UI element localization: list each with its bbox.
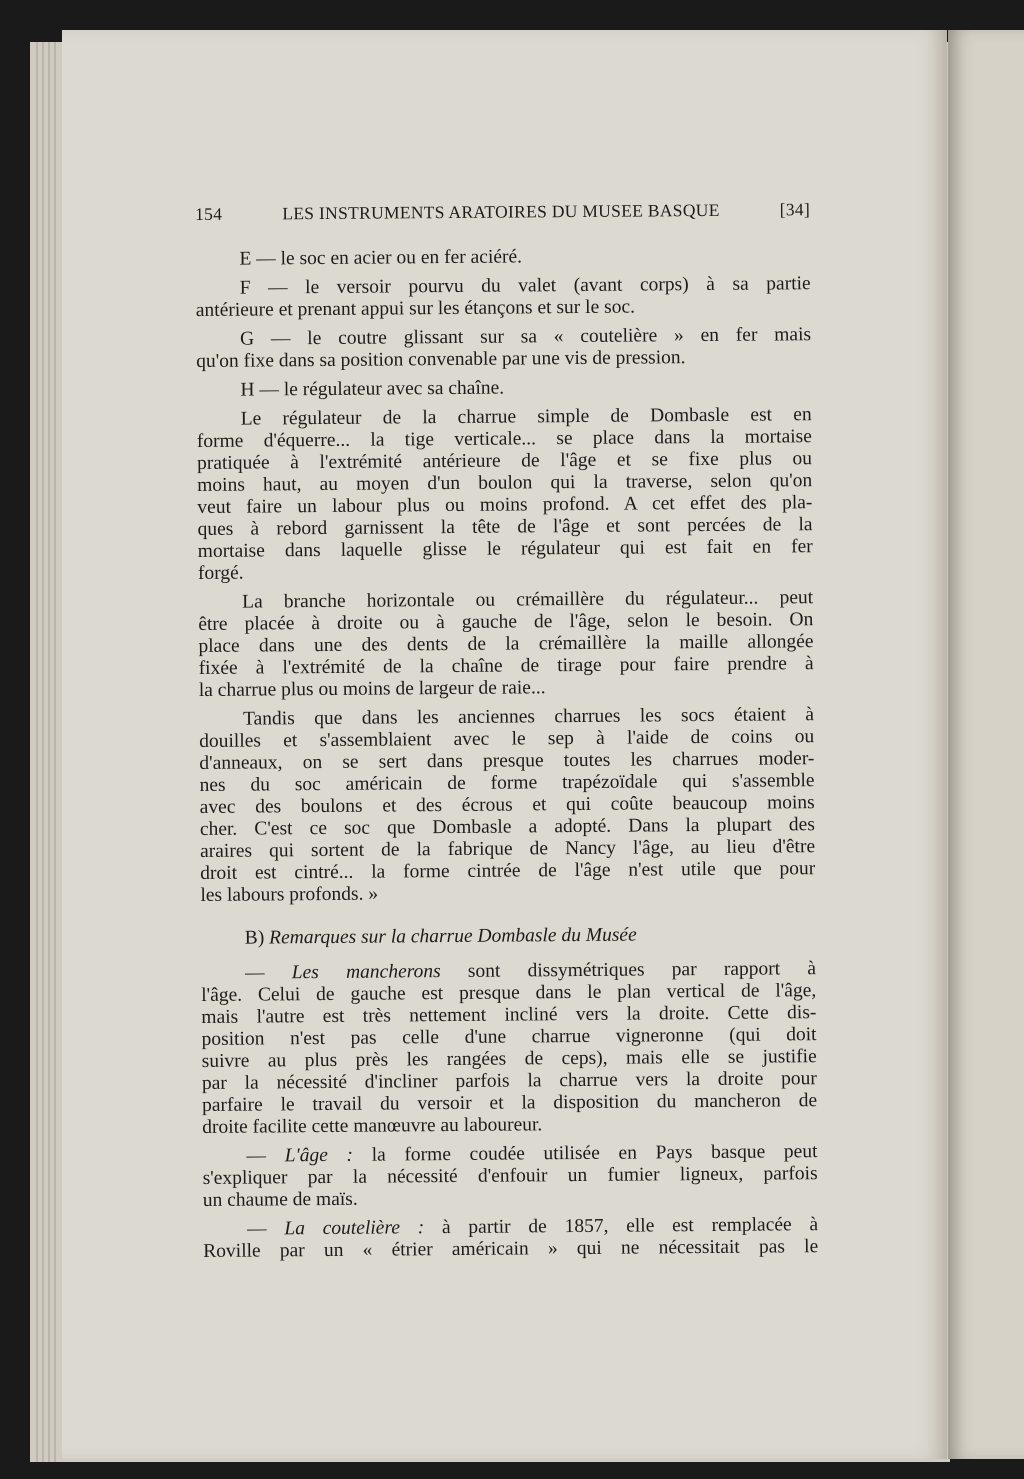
text-line: droite facilite cette manœuvre au laboureur. — [202, 1114, 543, 1138]
text-line: araires qui sortent de la fabrique de Nancy l'âge, au lieu d'être — [200, 836, 816, 862]
remark-term: L'âge : — [284, 1144, 354, 1167]
paragraph — [196, 324, 811, 373]
remark-dash: — — [246, 1218, 285, 1240]
text-line: droit est cintré... la forme cintrée de l'âge n'est utile que pour — [200, 858, 816, 884]
text-line: La branche horizontale ou crémaillère du régulateur... peut — [242, 587, 814, 613]
text-line: s'expliquer par la nécessité d'enfouir un fumier ligneux, parfois — [202, 1163, 818, 1189]
paragraph — [195, 244, 810, 271]
text-line: moins haut, au moyen d'un boulon qui la traverse, selon qu'on — [197, 470, 813, 496]
text-line: nes du soc américain de forme trapézoïdale qui s'assemble — [199, 770, 815, 796]
paragraph — [198, 587, 814, 702]
section-heading-prefix: B) — [244, 927, 265, 949]
text-line: douilles et s'assemblaient avec le sep à l'aide de coins ou — [199, 726, 815, 752]
body-paragraphs — [195, 244, 815, 907]
remark-text: la forme coudée utilisée en Pays basque peut — [352, 1141, 818, 1166]
text-line: d'anneaux, on se sert dans presque toutes les charrues moder- — [199, 748, 815, 774]
text-line: les labours profonds. » — [200, 883, 379, 906]
text-line: position n'est pas celle d'une charrue vigneronne (qui doit — [201, 1024, 817, 1050]
page-text — [195, 199, 818, 1263]
text-line: l'âge. Celui de gauche est presque dans le plan vertical de l'âge, — [201, 980, 817, 1006]
remarks-list — [201, 958, 818, 1263]
text-line: Roville par un « étrier américain » qui ne nécessitait pas le — [203, 1236, 819, 1262]
text-line: être placée à droite ou à gauche de l'âge, selon le besoin. On — [198, 609, 814, 635]
text-line: forme d'équerre... la tige verticale... se place dans la mortaise — [196, 426, 812, 452]
text-line: avec des boulons et des écrous et qui coûte beaucoup moins — [199, 792, 815, 818]
text-line: place dans une des dents de la crémaillère la maille allongée — [198, 631, 814, 657]
text-line: par la nécessité d'incliner parfois la charrue vers la droite pour — [201, 1068, 817, 1094]
text-line: forgé. — [197, 562, 244, 584]
remark-term: La coutelière : — [284, 1217, 425, 1240]
remark-dash: — — [244, 962, 292, 984]
text-line: fixée à l'extrémité de la chaîne de tirage pour faire prendre à — [198, 653, 814, 679]
text-line: E — le soc en acier ou en fer aciéré. — [239, 246, 523, 270]
text-line: ques à rebord garnissent la tête de l'âge et sont percées de la — [197, 514, 813, 540]
text-line: F — le versoir pourvu du valet (avant corps) à sa partie — [239, 273, 811, 299]
section-heading — [201, 922, 816, 951]
paragraph — [199, 704, 816, 907]
text-line: la charrue plus ou moins de largeur de raie... — [198, 677, 546, 701]
text-line: veut faire un labour plus ou moins profond. A cet effet des pla- — [197, 492, 813, 518]
text-line: qu'on fixe dans sa position convenable par une vis de pression. — [196, 347, 686, 372]
running-title: LES INSTRUMENTS ARATOIRES DU MUSEE BASQUE — [282, 199, 720, 224]
page-number: 154 — [195, 203, 223, 224]
remark-paragraph — [203, 1214, 818, 1263]
text-line: G — le coutre glissant sur sa « coutelière » en fer mais — [239, 324, 812, 350]
paragraph — [197, 404, 813, 585]
paragraph — [196, 375, 811, 402]
section-heading-title: Remarques sur la charrue Dombasle du Musée — [269, 924, 637, 949]
text-line: Tandis que dans les anciennes charrues les socs étaient à — [242, 704, 815, 730]
paragraph — [196, 273, 811, 322]
text-line: un chaume de maïs. — [202, 1188, 358, 1211]
text-line: antérieure et prenant appui sur les étançons et sur le soc. — [195, 296, 636, 321]
text-line: pratiquée à l'extrémité antérieure de l'âge et se fixe plus ou — [196, 448, 813, 474]
text-line: mais l'autre est très nettement incliné vers la droite. Cette dis- — [201, 1002, 817, 1028]
text-line: Le régulateur de la charrue simple de Dombasle est en — [240, 404, 812, 430]
remark-term: Les mancherons — [291, 961, 441, 984]
section-number: [34] — [779, 199, 811, 220]
text-line: H — le régulateur avec sa chaîne. — [240, 377, 505, 401]
facing-page-edge — [948, 30, 1024, 1459]
running-header — [195, 199, 810, 225]
text-line: suivre au plus près les rangées de ceps), mais elle se justifie — [201, 1046, 817, 1072]
remark-paragraph — [202, 1141, 817, 1212]
text-line: mortaise dans laquelle glisse le régulateur qui est fait en fer — [197, 536, 813, 562]
text-line: parfaire le travail du versoir et la disposition du mancheron de — [201, 1090, 818, 1116]
remark-dash: — — [246, 1145, 285, 1167]
remark-text: sont dissymétriques par rapport à — [440, 958, 817, 983]
remark-paragraph — [201, 958, 817, 1139]
text-line: cher. C'est ce soc que Dombasle a adopté. Dans la plupart des — [199, 814, 815, 840]
remark-text: à partir de 1857, elle est remplacée à — [424, 1214, 819, 1239]
